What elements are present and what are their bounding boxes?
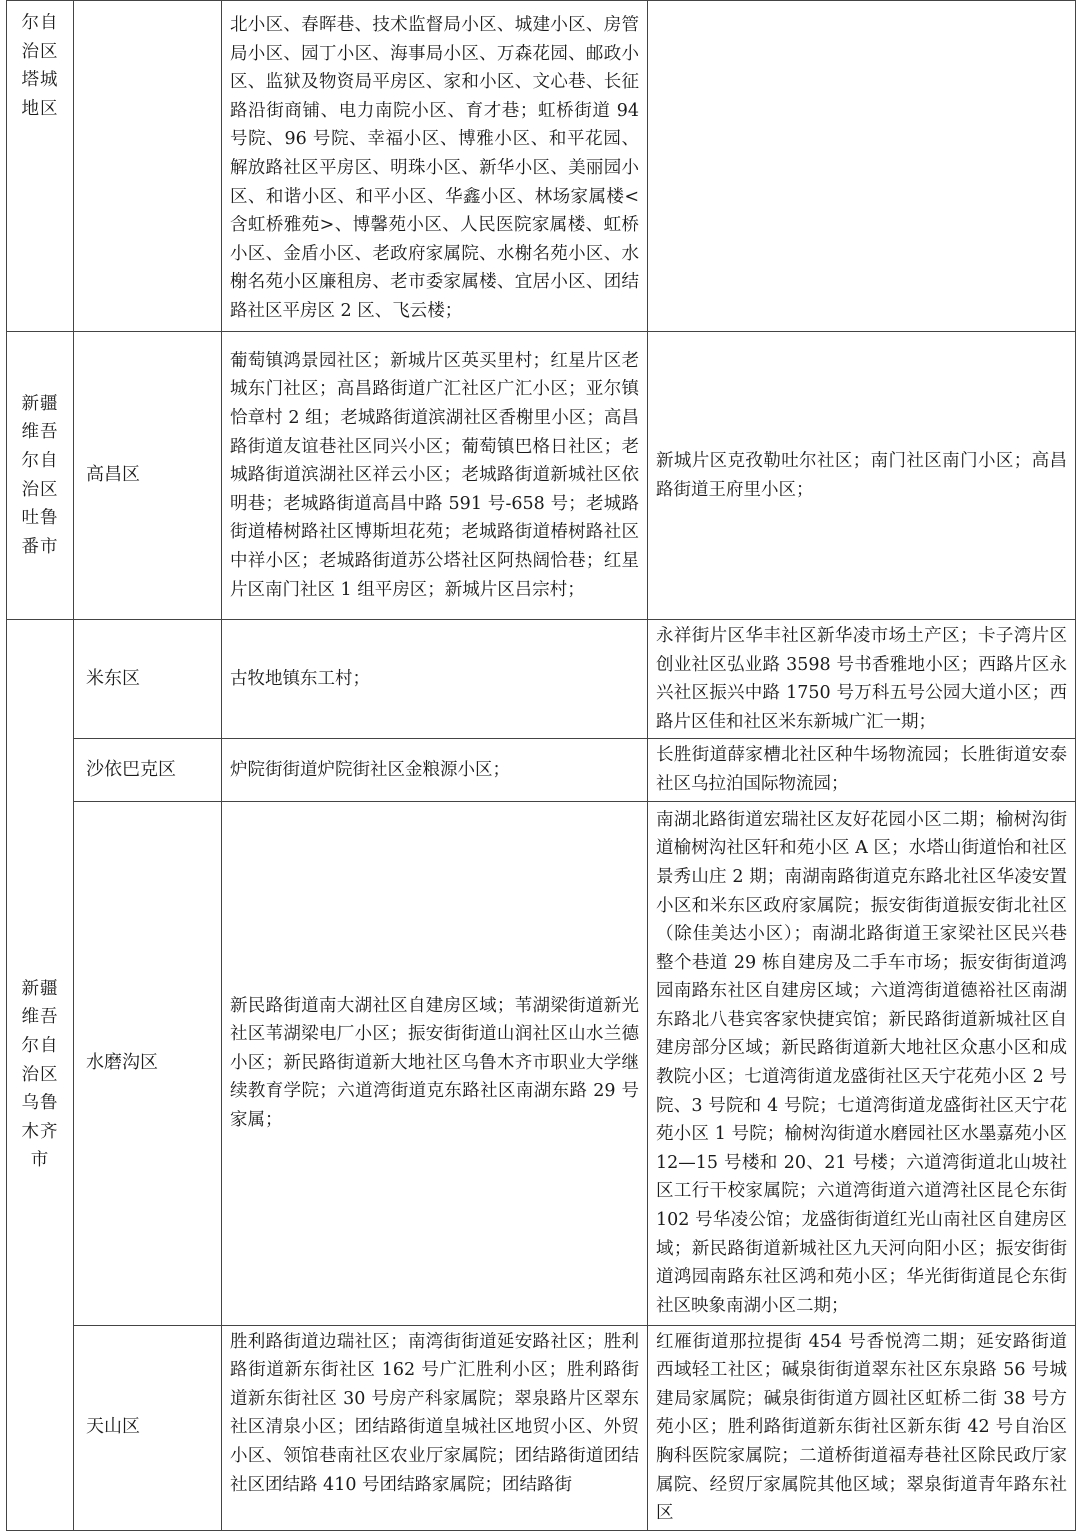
high-risk-cell: 红雁街道那拉提街 454 号香悦湾二期；延安路街道西域轻工社区；碱泉街街道翠东社区东泉路 56 号城建局家属院；碱泉街街道方圆社区虹桥二街 38 号方苑小区；胜利路街道新东街社区新东街 42 号自治区胸科医院家属院；二道桥街道福寿巷社区除民政厅家属院、经贸厅家属院其他区域；翠泉街道青年路东社区 xyxy=(648,1325,1076,1530)
table-row xyxy=(7,1,1076,332)
high-risk-cell: 新城片区克孜勒吐尔社区；南门社区南门小区；高昌路街道王府里小区； xyxy=(648,332,1076,620)
district-cell xyxy=(74,1,222,332)
medium-risk-cell: 炉院街街道炉院街社区金粮源小区； xyxy=(222,739,648,801)
medium-risk-cell: 古牧地镇东工村； xyxy=(222,620,648,739)
medium-risk-cell: 葡萄镇鸿景园社区；新城片区英买里村；红星片区老城东门社区；高昌路街道广汇社区广汇小区；亚尔镇恰章村 2 组；老城路街道滨湖社区香榭里小区；高昌路街道友谊巷社区同兴小区；葡萄镇巴格日社区；老城路街道滨湖社区祥云小区；老城路街道新城社区依明巷；老城路街道高昌中路 591 号-658 号；老城路街道椿树路社区博斯坦花苑；老城路街道椿树路社区中祥小区；老城路街道苏公塔社区阿热阔恰巷；红星片区南门社区 1 组平房区；新城片区吕宗村； xyxy=(222,332,648,620)
district-cell: 沙依巴克区 xyxy=(74,739,222,801)
district-cell: 天山区 xyxy=(74,1325,222,1530)
table-row xyxy=(7,620,1076,739)
region-cell: 新疆维吾尔自治区乌鲁木齐市 xyxy=(7,620,74,1531)
medium-risk-cell: 北小区、春晖巷、技术监督局小区、城建小区、房管局小区、园丁小区、海事局小区、万森花园、邮政小区、监狱及物资局平房区、家和小区、文心巷、长征路沿街商铺、电力南院小区、育才巷；虹桥街道 94 号院、96 号院、幸福小区、博雅小区、和平花园、解放路社区平房区、明珠小区、新华小区、美丽园小区、和谐小区、和平小区、华鑫小区、林场家属楼<含虹桥雅苑>、博馨苑小区、人民医院家属楼、虹桥小区、金盾小区、老政府家属院、水榭名苑小区、水榭名苑小区廉租房、老市委家属楼、宜居小区、团结路社区平房区 2 区、飞云楼； xyxy=(222,1,648,332)
table-row xyxy=(7,801,1076,1325)
high-risk-cell: 南湖北路街道宏瑞社区友好花园小区二期；榆树沟街道榆树沟社区轩和苑小区 A 区；水塔山街道怡和社区景秀山庄 2 期；南湖南路街道克东路北社区华凌安置小区和米东区政府家属院；振安街街道振安街北社区（除佳美达小区）；南湖北路街道王家梁社区民兴巷整个巷道 29 栋自建房及二手车市场；振安街街道鸿园南路东社区自建房区域；六道湾街道德裕社区南湖东路北八巷宾客家快捷宾馆；新民路街道新城社区自建房部分区域；新民路街道新大地社区众惠小区和成教院小区；七道湾街道龙盛街社区天宁花苑小区 2 号院、3 号院和 4 号院；七道湾街道龙盛街社区天宁花苑小区 1 号院；榆树沟街道水磨园社区水墨嘉苑小区 12—15 号楼和 20、21 号楼；六道湾街道北山坡社区工行干校家属院；六道湾街道六道湾社区昆仑东街 102 号华凌公馆；龙盛街街道红光山南社区自建房区域；新民路街道新城社区九天河向阳小区；振安街街道鸿园南路东社区鸿和苑小区；华光街街道昆仑东街社区映象南湖小区二期； xyxy=(648,801,1076,1325)
high-risk-cell: 长胜街道薛家槽北社区种牛场物流园；长胜街道安泰社区乌拉泊国际物流园； xyxy=(648,739,1076,801)
medium-risk-cell: 胜利路街道边瑞社区；南湾街街道延安路社区；胜利路街道新东街社区 162 号广汇胜利小区；胜利路街道新东街社区 30 号房产科家属院；翠泉路片区翠东社区清泉小区；团结路街道皇城社区地贸小区、外贸小区、领馆巷南社区农业厅家属院；团结路街道团结社区团结路 410 号团结路家属院；团结路街 xyxy=(222,1325,648,1530)
district-cell: 高昌区 xyxy=(74,332,222,620)
medium-risk-cell: 新民路街道南大湖社区自建房区域；苇湖梁街道新光社区苇湖梁电厂小区；振安街街道山润社区山水兰德小区；新民路街道新大地社区乌鲁木齐市职业大学继续教育学院；六道湾街道克东路社区南湖东路 29 号家属； xyxy=(222,801,648,1325)
table-row xyxy=(7,1325,1076,1530)
table-row xyxy=(7,332,1076,620)
high-risk-cell xyxy=(648,1,1076,332)
district-cell: 水磨沟区 xyxy=(74,801,222,1325)
district-cell: 米东区 xyxy=(74,620,222,739)
table-row xyxy=(7,739,1076,801)
risk-area-table xyxy=(6,0,1076,1531)
region-cell: 尔自治区塔城地区 xyxy=(7,1,74,332)
high-risk-cell: 永祥街片区华丰社区新华凌市场土产区；卡子湾片区创业社区弘业路 3598 号书香雅地小区；西路片区永兴社区振兴中路 1750 号万科五号公园大道小区；西路片区佳和社区米东新城广汇一期； xyxy=(648,620,1076,739)
region-cell: 新疆维吾尔自治区吐鲁番市 xyxy=(7,332,74,620)
